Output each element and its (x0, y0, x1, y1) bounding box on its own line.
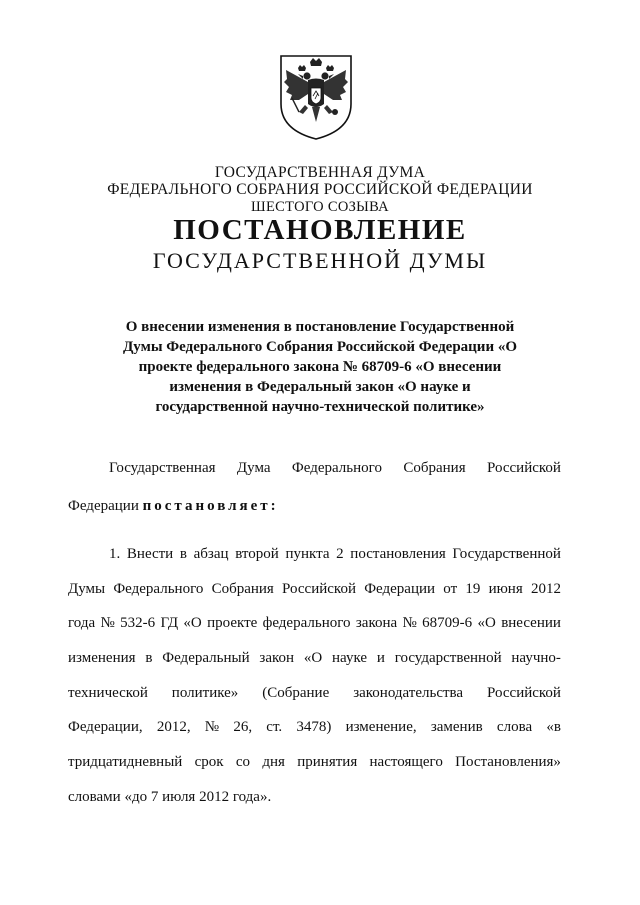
paragraph-word: настоящего (369, 754, 443, 770)
paragraph-word: изменение, (345, 719, 417, 735)
paragraph-word: 1. (109, 546, 121, 562)
paragraph-word: принятия (297, 754, 358, 770)
document-title-line: изменения в Федеральный закон «О науке и (169, 379, 471, 395)
paragraph-word: 2012 (530, 581, 561, 597)
paragraph-word: законодательства (353, 685, 464, 701)
resolves-word: постановляет: (142, 498, 279, 514)
paragraph-word: № (100, 615, 115, 631)
paragraph-line (68, 753, 561, 772)
paragraph-word: Федеральный (162, 650, 250, 666)
paragraph-word: Российской (282, 581, 356, 597)
convocation-line: ШЕСТОГО СОЗЫВА (251, 199, 389, 215)
paragraph-word: от (443, 581, 458, 597)
paragraph-word: второй (235, 546, 279, 562)
paragraph-word: «О (477, 615, 496, 631)
paragraph-word: 532-6 (120, 615, 156, 631)
paragraph-word: Федерального (113, 581, 204, 597)
paragraph-word: Постановления» (455, 754, 561, 770)
paragraph-word: технической (68, 685, 148, 701)
paragraph-word: № (402, 615, 417, 631)
intro-word: Государственная (109, 460, 216, 476)
paragraph-word: пункта (285, 546, 330, 562)
paragraph-word: тридцатидневный (68, 754, 183, 770)
paragraph-word: № (204, 719, 220, 735)
intro-word: Федерального (291, 460, 382, 476)
paragraph-word: политике» (171, 685, 239, 701)
paragraph-word: Российской (487, 685, 561, 701)
paragraph-word: Федерации (364, 581, 436, 597)
intro-line (109, 459, 561, 478)
intro-word: Федерации (68, 498, 139, 514)
paragraph-word: июня (488, 581, 523, 597)
org-name-line1: ГОСУДАРСТВЕННАЯ ДУМА (214, 164, 426, 181)
paragraph-word: ГД (160, 615, 179, 631)
paragraph-line (68, 614, 561, 633)
paragraph-word: дня (262, 754, 285, 770)
paragraph-word: 26, (233, 719, 253, 735)
paragraph-word: ст. (266, 719, 283, 735)
paragraph-word: науке (332, 650, 368, 666)
paragraph-word: Собрания (211, 581, 274, 597)
document-title-line: Думы Федерального Собрания Российской Федерации «О (122, 339, 518, 355)
paragraph-word: «в (546, 719, 561, 735)
paragraph-line (68, 580, 561, 599)
paragraph-word: закона (355, 615, 398, 631)
intro-word: Собрания (403, 460, 466, 476)
paragraph-word: 3478) (296, 719, 332, 735)
paragraph-word: и (376, 650, 385, 666)
paragraph-word: федерального (262, 615, 351, 631)
org-name-line2: ФЕДЕРАЛЬНОГО СОБРАНИЯ РОССИЙСКОЙ ФЕДЕРАЦИИ (107, 181, 533, 198)
paragraph-word: закон (259, 650, 295, 666)
paragraph-word: изменения (68, 650, 136, 666)
paragraph-word: «О (183, 615, 202, 631)
paragraph-word: «О (303, 650, 323, 666)
document-type-heading: ПОСТАНОВЛЕНИЕ (173, 214, 467, 246)
paragraph-line (68, 718, 561, 737)
paragraph-line (109, 545, 561, 564)
paragraph-word: проекте (207, 615, 258, 631)
paragraph-word: научно- (511, 650, 561, 666)
document-title-line: проекте федерального закона № 68709-6 «О внесении (138, 359, 502, 375)
intro-word: Российской (487, 460, 561, 476)
paragraph-word: внесении (501, 615, 561, 631)
paragraph-word: постановления (350, 546, 446, 562)
paragraph-line: словами «до 7 июля 2012 года». (68, 789, 272, 805)
paragraph-word: со (235, 754, 251, 770)
paragraph-line (68, 649, 561, 668)
paragraph-word: абзац (193, 546, 229, 562)
paragraph-word: в (179, 546, 187, 562)
paragraph-word: Думы (68, 581, 106, 597)
paragraph-word: 2 (336, 546, 344, 562)
paragraph-word: слова (496, 719, 533, 735)
paragraph-word: заменив (430, 719, 483, 735)
document-title-line: государственной научно-технической политике» (155, 399, 485, 415)
paragraph-word: в (145, 650, 153, 666)
document-title-line: О внесении изменения в постановление Государственной (125, 319, 515, 335)
intro-line-2 (68, 497, 561, 516)
paragraph-word: Государственной (452, 546, 561, 562)
russian-coat-of-arms-icon (277, 52, 355, 142)
paragraph-word: года (68, 615, 96, 631)
paragraph-word: 19 (465, 581, 481, 597)
paragraph-word: Федерации, (68, 719, 143, 735)
paragraph-word: 2012, (156, 719, 191, 735)
paragraph-word: срок (194, 754, 224, 770)
paragraph-word: 68709-6 (422, 615, 473, 631)
intro-word: Дума (236, 460, 271, 476)
document-issuer-heading: ГОСУДАРСТВЕННОЙ ДУМЫ (152, 248, 488, 273)
paragraph-word: государственной (394, 650, 502, 666)
paragraph-line (68, 684, 561, 703)
paragraph-word: Внести (126, 546, 174, 562)
paragraph-word: (Собрание (262, 685, 330, 701)
